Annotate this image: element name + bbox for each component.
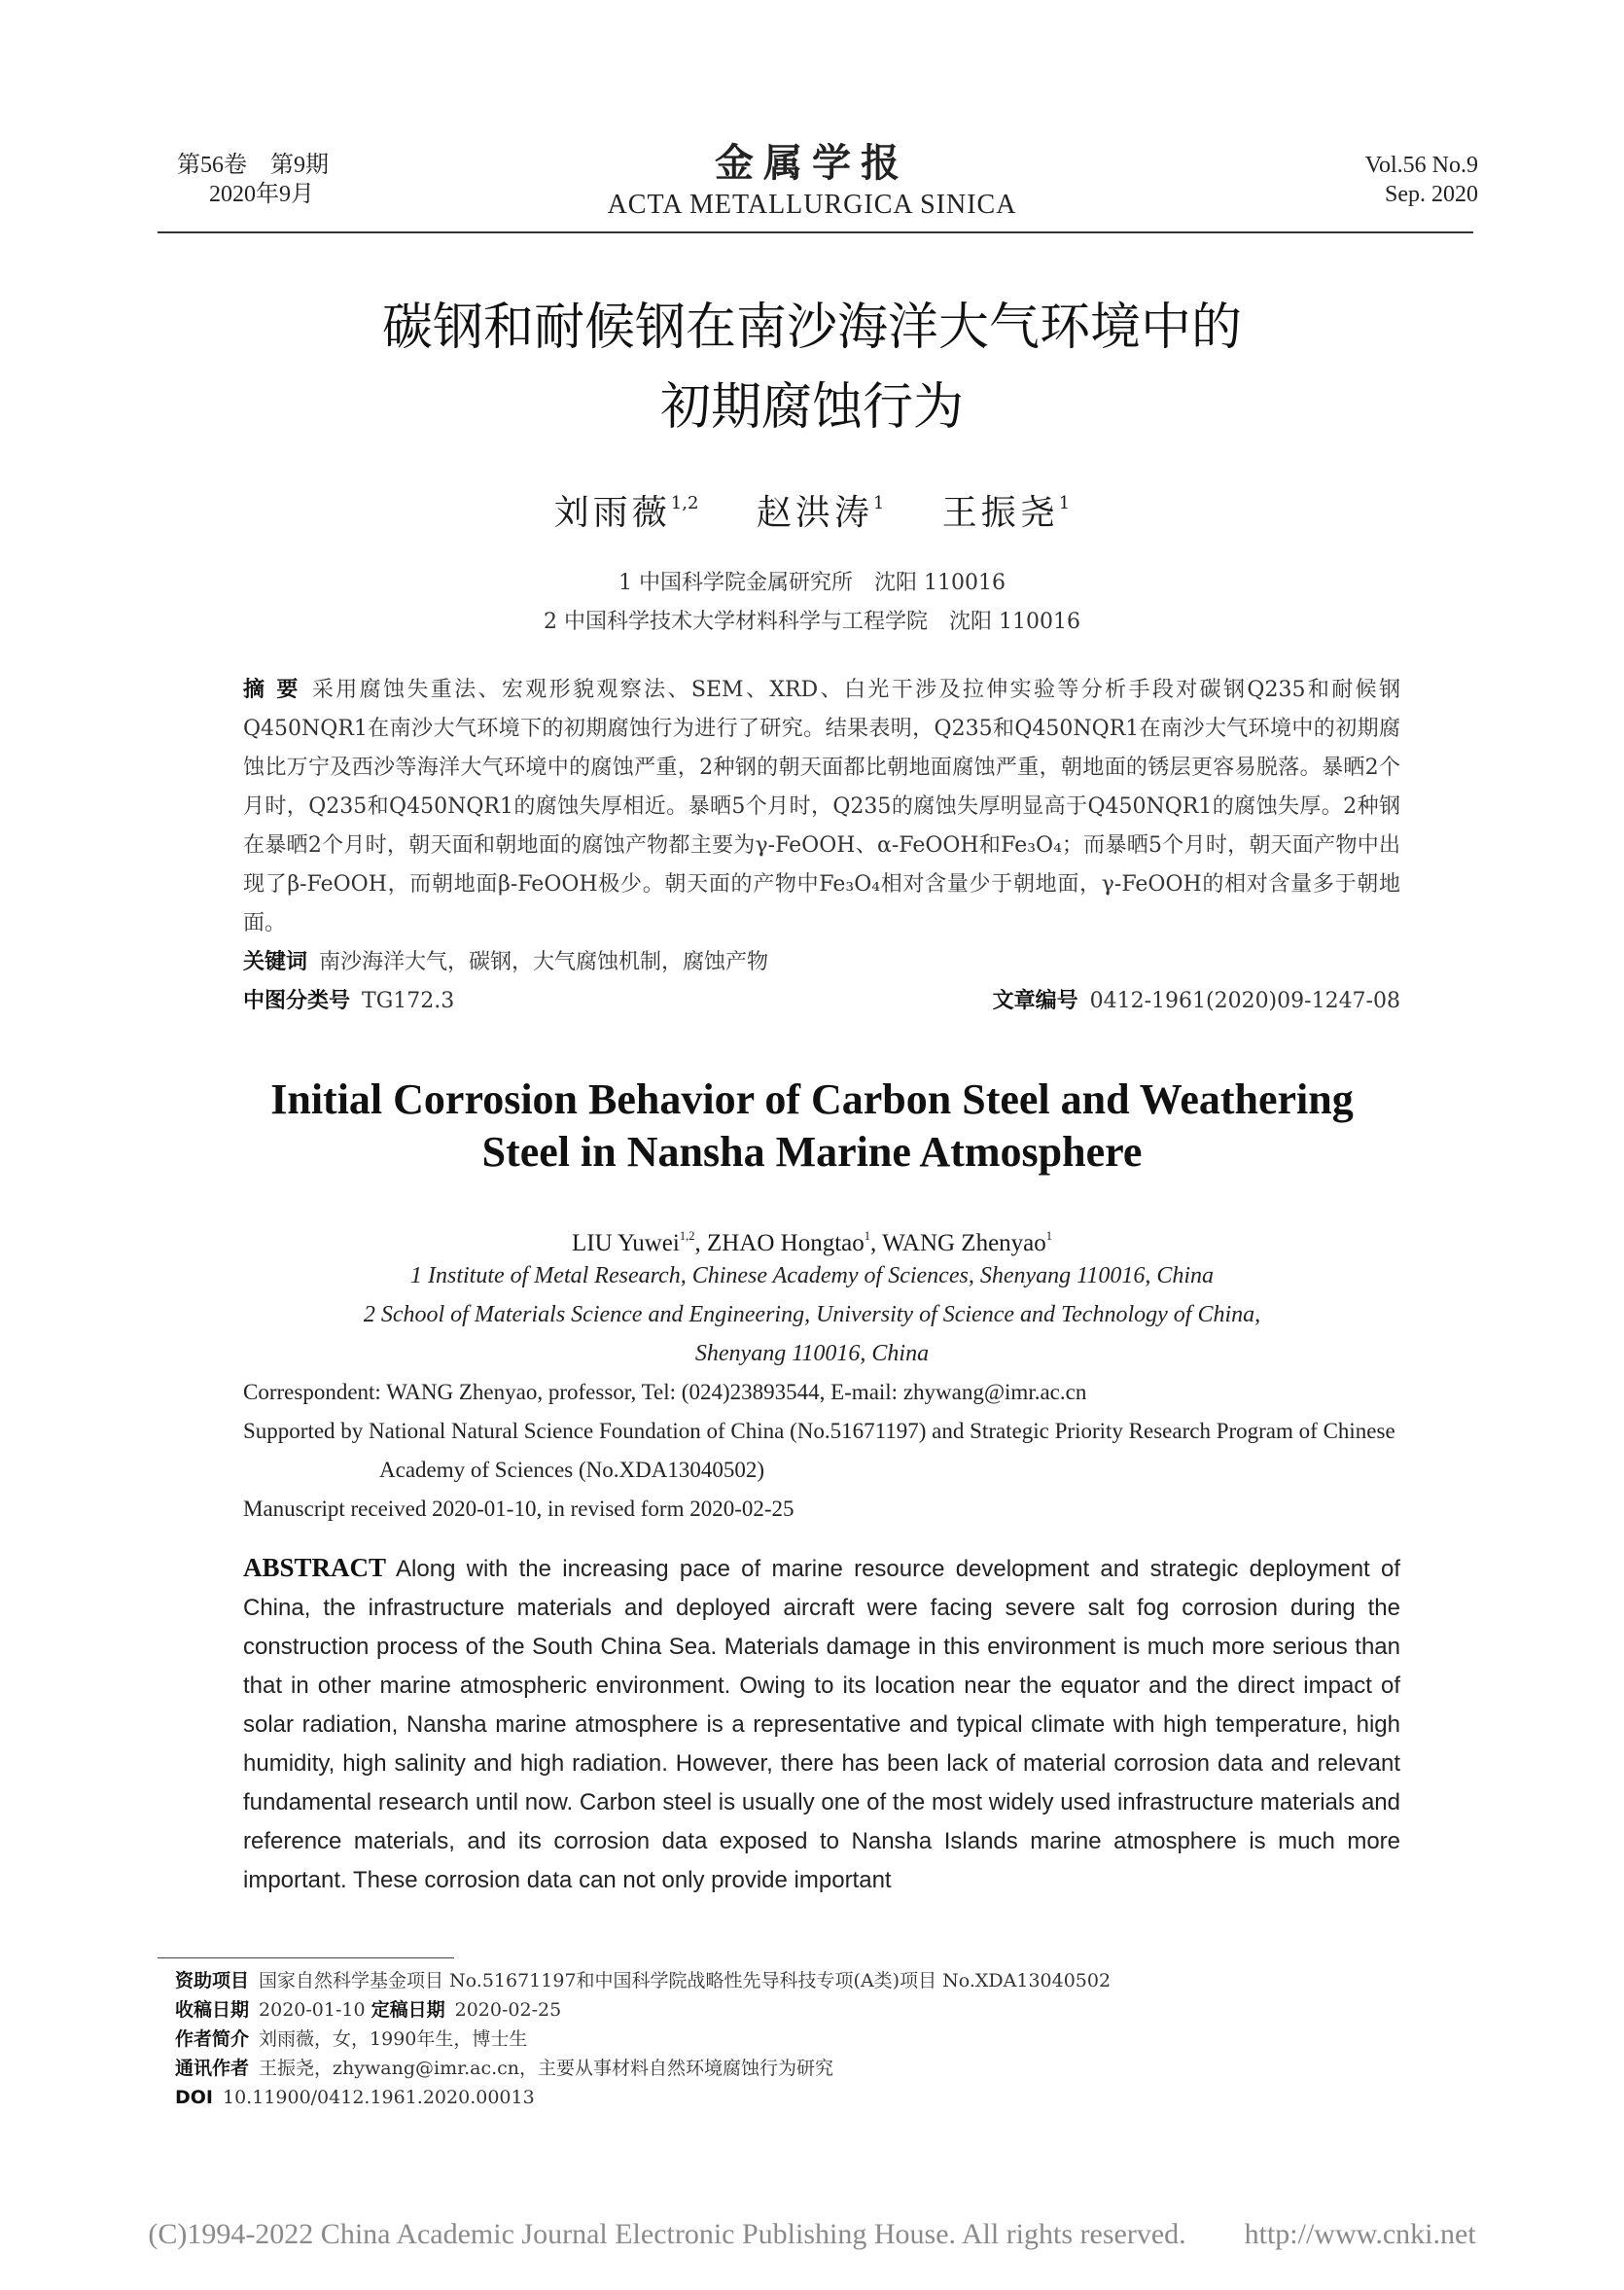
funding: Supported by National Natural Science Foundation of China (No.51671197) and Strategic Priority Research Program of Chinese Academy of Sciences (No.XDA13040502): [243, 1419, 1395, 1482]
abstract-en-label: ABSTRACT: [243, 1553, 387, 1582]
authors-cn: [0, 482, 1624, 535]
author-en: ZHAO Hongtao$^1$,: [706, 1229, 883, 1257]
affiliation-en: Shenyang 110016, China: [694, 1341, 930, 1366]
author-cn: 刘雨薇$^{1,2}$: [553, 493, 699, 534]
affiliation-cn: 1 中国科学院金属研究所 沈阳 110016: [618, 571, 1006, 595]
title-en: [0, 1074, 1624, 1179]
footnote-funding: 资助项目 国家自然科学基金项目 No.51671197和中国科学院战略性先导科技专项(A类)项目 No.XDA13040502: [175, 1970, 1112, 1991]
header-volume-en: [1365, 151, 1478, 209]
affiliations-en: [0, 1256, 1624, 1373]
copyright-notice: (C)1994-2022 China Academic Journal Electronic Publishing House. All rights reserved. http://www.cnki.net: [148, 2218, 1476, 2250]
journal-name-en: ACTA METALLURGICA SINICA: [607, 190, 1017, 220]
volume-issue-en: Vol.56 No.9: [1364, 153, 1478, 178]
date-en: Sep. 2020: [1385, 182, 1478, 207]
keywords-cn: [243, 943, 1400, 982]
classification-label: 中图分类号: [243, 989, 351, 1013]
author-cn: 赵洪涛$^1$: [756, 493, 885, 534]
title-cn-line2: 初期腐蚀行为: [659, 378, 964, 437]
classification-row: [243, 982, 1400, 1021]
manuscript-received: Manuscript received 2020-01-10, in revised form 2020-02-25: [243, 1497, 794, 1521]
author-en: WANG Zhenyao$^1$: [882, 1229, 1053, 1257]
footnote-divider: [158, 1957, 454, 1958]
author-cn: 王振尧$^1$: [941, 493, 1071, 534]
title-cn-line1: 碳钢和耐候钢在南沙海洋大气环境中的: [381, 299, 1242, 357]
affiliations-cn: [0, 564, 1624, 642]
journal-name-cn: 金属学报: [715, 140, 909, 186]
header-divider: [158, 231, 1473, 233]
volume-issue-cn: 第56卷 第9期: [177, 153, 329, 178]
footnote-dates: 收稿日期 2020-01-10 定稿日期 2020-02-25: [175, 1999, 562, 2021]
abstract-cn-text: 采用腐蚀失重法、宏观形貌观察法、SEM、XRD、白光干涉及拉伸实验等分析手段对碳钢Q235和耐候钢Q450NQR1在南沙大气环境下的初期腐蚀行为进行了研究。结果表明，Q235和Q450NQR1在南沙大气环境中的初期腐蚀比万宁及西沙等海洋大气环境中的腐蚀严重，2种钢的朝天面都比朝地面腐蚀严重，朝地面的锈层更容易脱落。暴晒2个月时，Q235和Q450NQR1的腐蚀失厚相近。暴晒5个月时，Q235的腐蚀失厚明显高于Q450NQR1的腐蚀失厚。2种钢在暴晒2个月时，朝天面和朝地面的腐蚀产物都主要为γ-FeOOH、α-FeOOH和Fe₃O₄；而暴晒5个月时，朝天面产物中出现了β-FeOOH，而朝地面β-FeOOH极少。朝天面的产物中Fe₃O₄相对含量少于朝地面，γ-FeOOH的相对含量多于朝地面。: [243, 678, 1400, 935]
footnote-corresponding: 通讯作者 王振尧，zhywang@imr.ac.cn，主要从事材料自然环境腐蚀行为研究: [175, 2058, 834, 2079]
affiliation-cn: 2 中国科学技术大学材料科学与工程学院 沈阳 110016: [544, 610, 1080, 634]
affiliation-en: 1 Institute of Metal Research, Chinese Academy of Sciences, Shenyang 110016, China: [409, 1263, 1215, 1288]
footnote-author-bio: 作者简介 刘雨薇，女，1990年生，博士生: [175, 2028, 528, 2050]
authors-en: [0, 1219, 1624, 1260]
abstract-en-text: Along with the increasing pace of marine resource development and strategic deployment of China, the infrastructure materials and deployed aircraft were facing severe salt fog corrosion during the construction process of the South China Sea. Materials damage in this environment is much more serious than that in other marine atmospheric environment. Owing to its location near the equator and the direct impact of solar radiation, Nansha marine atmosphere is a representative and typical climate with high temperature, high humidity, high salinity and high radiation. However, there has been lack of material corrosion data and relevant fundamental research until now. Carbon steel is usually one of the most widely used infrastructure materials and reference materials, and its corrosion data exposed to Nansha Islands marine atmosphere is much more important. These corrosion data can not only provide important: [243, 1556, 1400, 1893]
title-cn: [0, 288, 1624, 447]
correspondent: Correspondent: WANG Zhenyao, professor, Tel: (024)23893544, E-mail: zhywang@imr.ac.cn: [243, 1380, 1087, 1404]
author-en: LIU Yuwei$^{1,2}$,: [571, 1229, 707, 1257]
affiliation-en: 2 School of Materials Science and Engineering, University of Science and Technology of China,: [363, 1302, 1261, 1327]
title-en-line2: Steel in Nansha Marine Atmosphere: [481, 1128, 1143, 1176]
article-number: 文章编号 0412-1961(2020)09-1247-08: [992, 989, 1400, 1013]
footnote-doi: DOI 10.11900/0412.1961.2020.00013: [175, 2087, 535, 2108]
title-en-line1: Initial Corrosion Behavior of Carbon Steel and Weathering: [270, 1075, 1354, 1123]
meta-en: [243, 1373, 1400, 1529]
date-cn: 2020年9月: [209, 182, 314, 207]
abstract-cn-label: 摘 要: [243, 678, 300, 702]
abstract-en: [243, 1548, 1400, 1900]
keywords-cn-label: 关键词: [243, 950, 308, 974]
footnotes: [175, 1966, 1439, 2112]
classification-value: TG172.3: [362, 989, 455, 1013]
abstract-cn: [243, 671, 1400, 943]
keywords-cn-text: 南沙海洋大气，碳钢，大气腐蚀机制，腐蚀产物: [319, 950, 769, 974]
